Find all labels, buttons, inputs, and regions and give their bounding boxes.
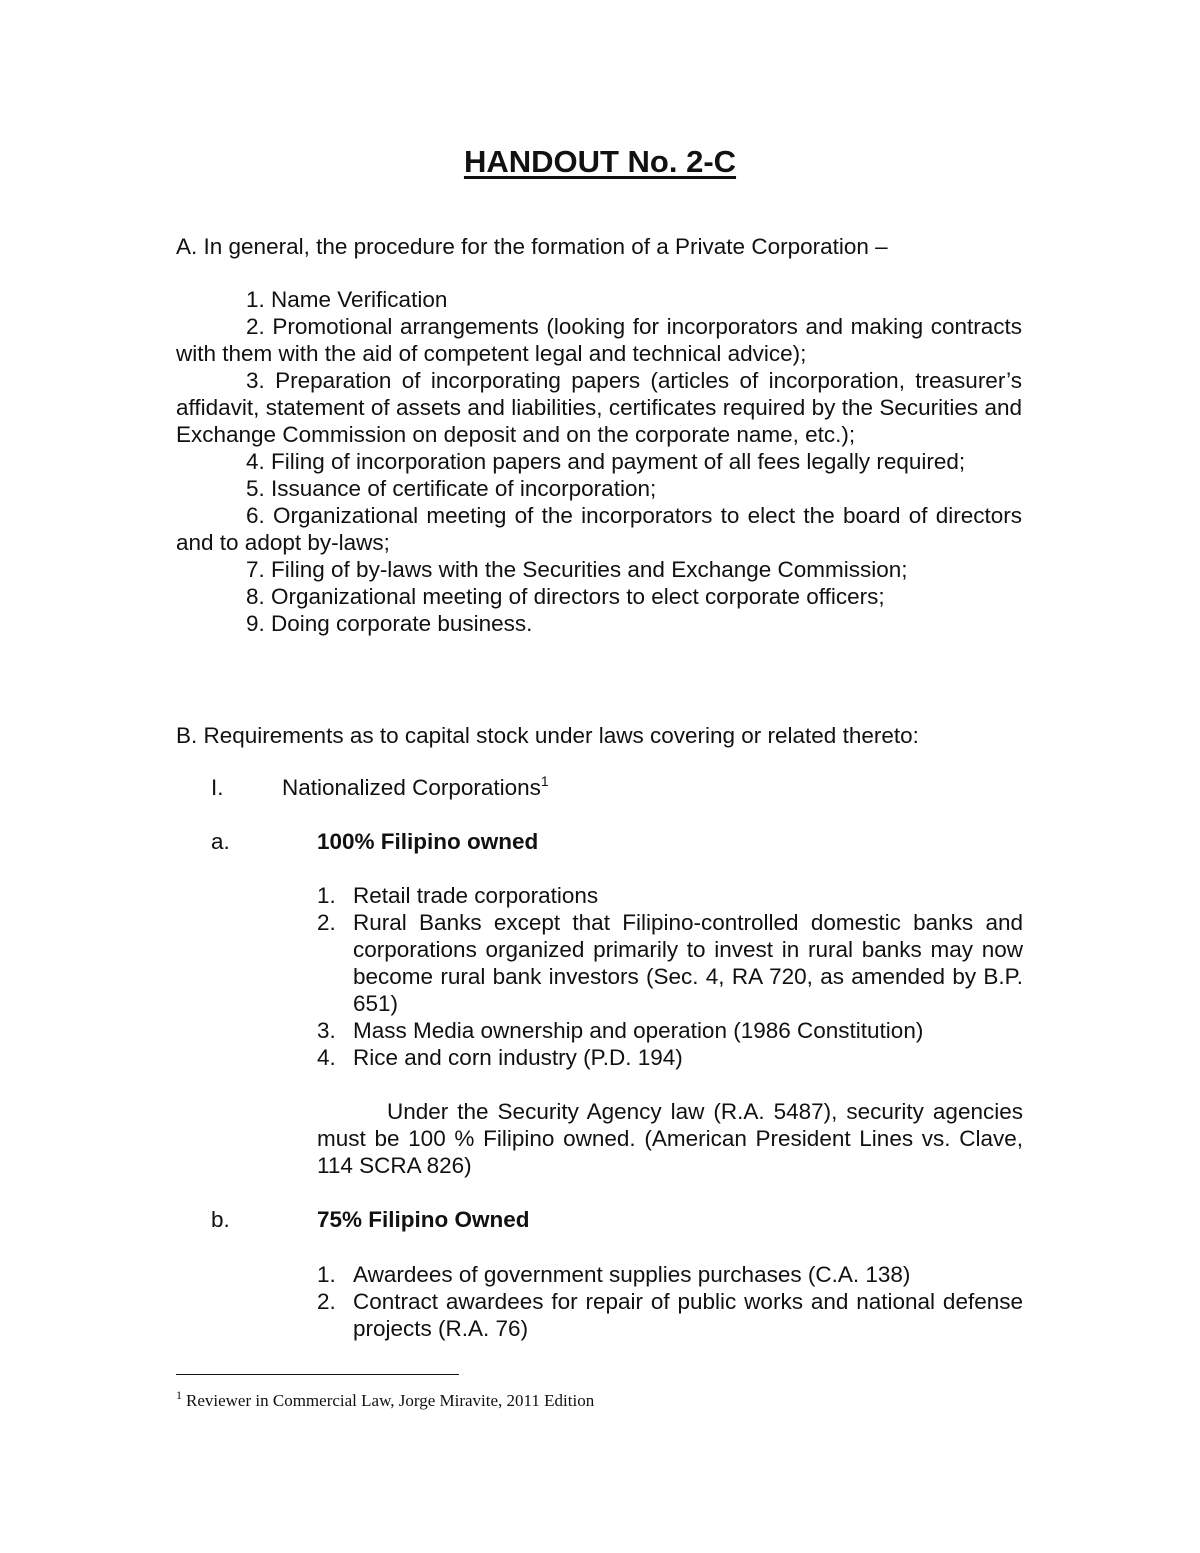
list-number: 3. [317, 1018, 336, 1043]
list-item [317, 882, 1023, 909]
subsection-letter: b. [211, 1207, 230, 1232]
list-text: Contract awardees for repair of public works and national defense projects (R.A. 76) [353, 1289, 1023, 1341]
list-item [317, 1044, 1023, 1071]
security-agency-note: Under the Security Agency law (R.A. 5487), security agencies must be 100 % Filipino owned. (American President Lines vs. Clave, 114 SCRA 826) [317, 1099, 1023, 1178]
section-b-heading: B. Requirements as to capital stock under laws covering or related thereto: [176, 723, 919, 748]
roman-title: Nationalized Corporations [282, 775, 541, 800]
list-item [317, 1261, 1023, 1288]
procedure-step: 3. Preparation of incorporating papers (articles of incorporation, treasurer’s affidavit, statement of assets and liabilities, certificates required by the Securities and Exchange Commission on deposit and on the corporate name, etc.); [176, 368, 1022, 447]
procedure-step: 5. Issuance of certificate of incorporation; [246, 476, 657, 501]
subsection-label: 100% Filipino owned [317, 829, 539, 854]
subsection-b-list [317, 1261, 1023, 1342]
list-text: Rice and corn industry (P.D. 194) [353, 1045, 683, 1070]
procedure-step: 4. Filing of incorporation papers and payment of all fees legally required; [246, 449, 966, 474]
list-number: 4. [317, 1045, 336, 1070]
procedure-steps [176, 286, 1022, 637]
footnote-text: Reviewer in Commercial Law, Jorge Miravite, 2011 Edition [186, 1391, 595, 1410]
procedure-step: 7. Filing of by-laws with the Securities and Exchange Commission; [246, 557, 908, 582]
list-text: Rural Banks except that Filipino-controlled domestic banks and corporations organized primarily to invest in rural banks may now become rural bank investors (Sec. 4, RA 720, as amended by B.P. 651) [353, 910, 1023, 1016]
list-number: 1. [317, 1262, 336, 1287]
subsection-label: 75% Filipino Owned [317, 1207, 530, 1232]
subsection-a-list [317, 882, 1023, 1071]
list-text: Mass Media ownership and operation (1986 Constitution) [353, 1018, 924, 1043]
roman-title-wrap [282, 774, 549, 801]
procedure-step: 9. Doing corporate business. [246, 611, 533, 636]
page-title: HANDOUT No. 2-C [463, 144, 737, 179]
list-item [317, 1288, 1023, 1342]
footnote-separator [176, 1374, 459, 1375]
roman-numeral: I. [211, 775, 224, 800]
list-text: Retail trade corporations [353, 883, 599, 908]
footnote [176, 1390, 594, 1412]
list-number: 1. [317, 883, 336, 908]
list-text: Awardees of government supplies purchases (C.A. 138) [353, 1262, 911, 1287]
procedure-step: 6. Organizational meeting of the incorporators to elect the board of directors and to adopt by-laws; [176, 503, 1022, 555]
list-item [317, 1017, 1023, 1044]
list-number: 2. [317, 910, 336, 935]
footnote-marker: 1 [176, 1388, 182, 1402]
procedure-step: 1. Name Verification [246, 287, 448, 312]
section-a-heading: A. In general, the procedure for the formation of a Private Corporation – [176, 234, 888, 259]
subsection-letter: a. [211, 829, 230, 854]
procedure-step: 2. Promotional arrangements (looking for incorporators and making contracts with them with the aid of competent legal and technical advice); [176, 314, 1022, 366]
list-number: 2. [317, 1289, 336, 1314]
footnote-reference[interactable]: 1 [540, 773, 549, 789]
procedure-step: 8. Organizational meeting of directors to elect corporate officers; [246, 584, 885, 609]
list-item [317, 909, 1023, 1017]
